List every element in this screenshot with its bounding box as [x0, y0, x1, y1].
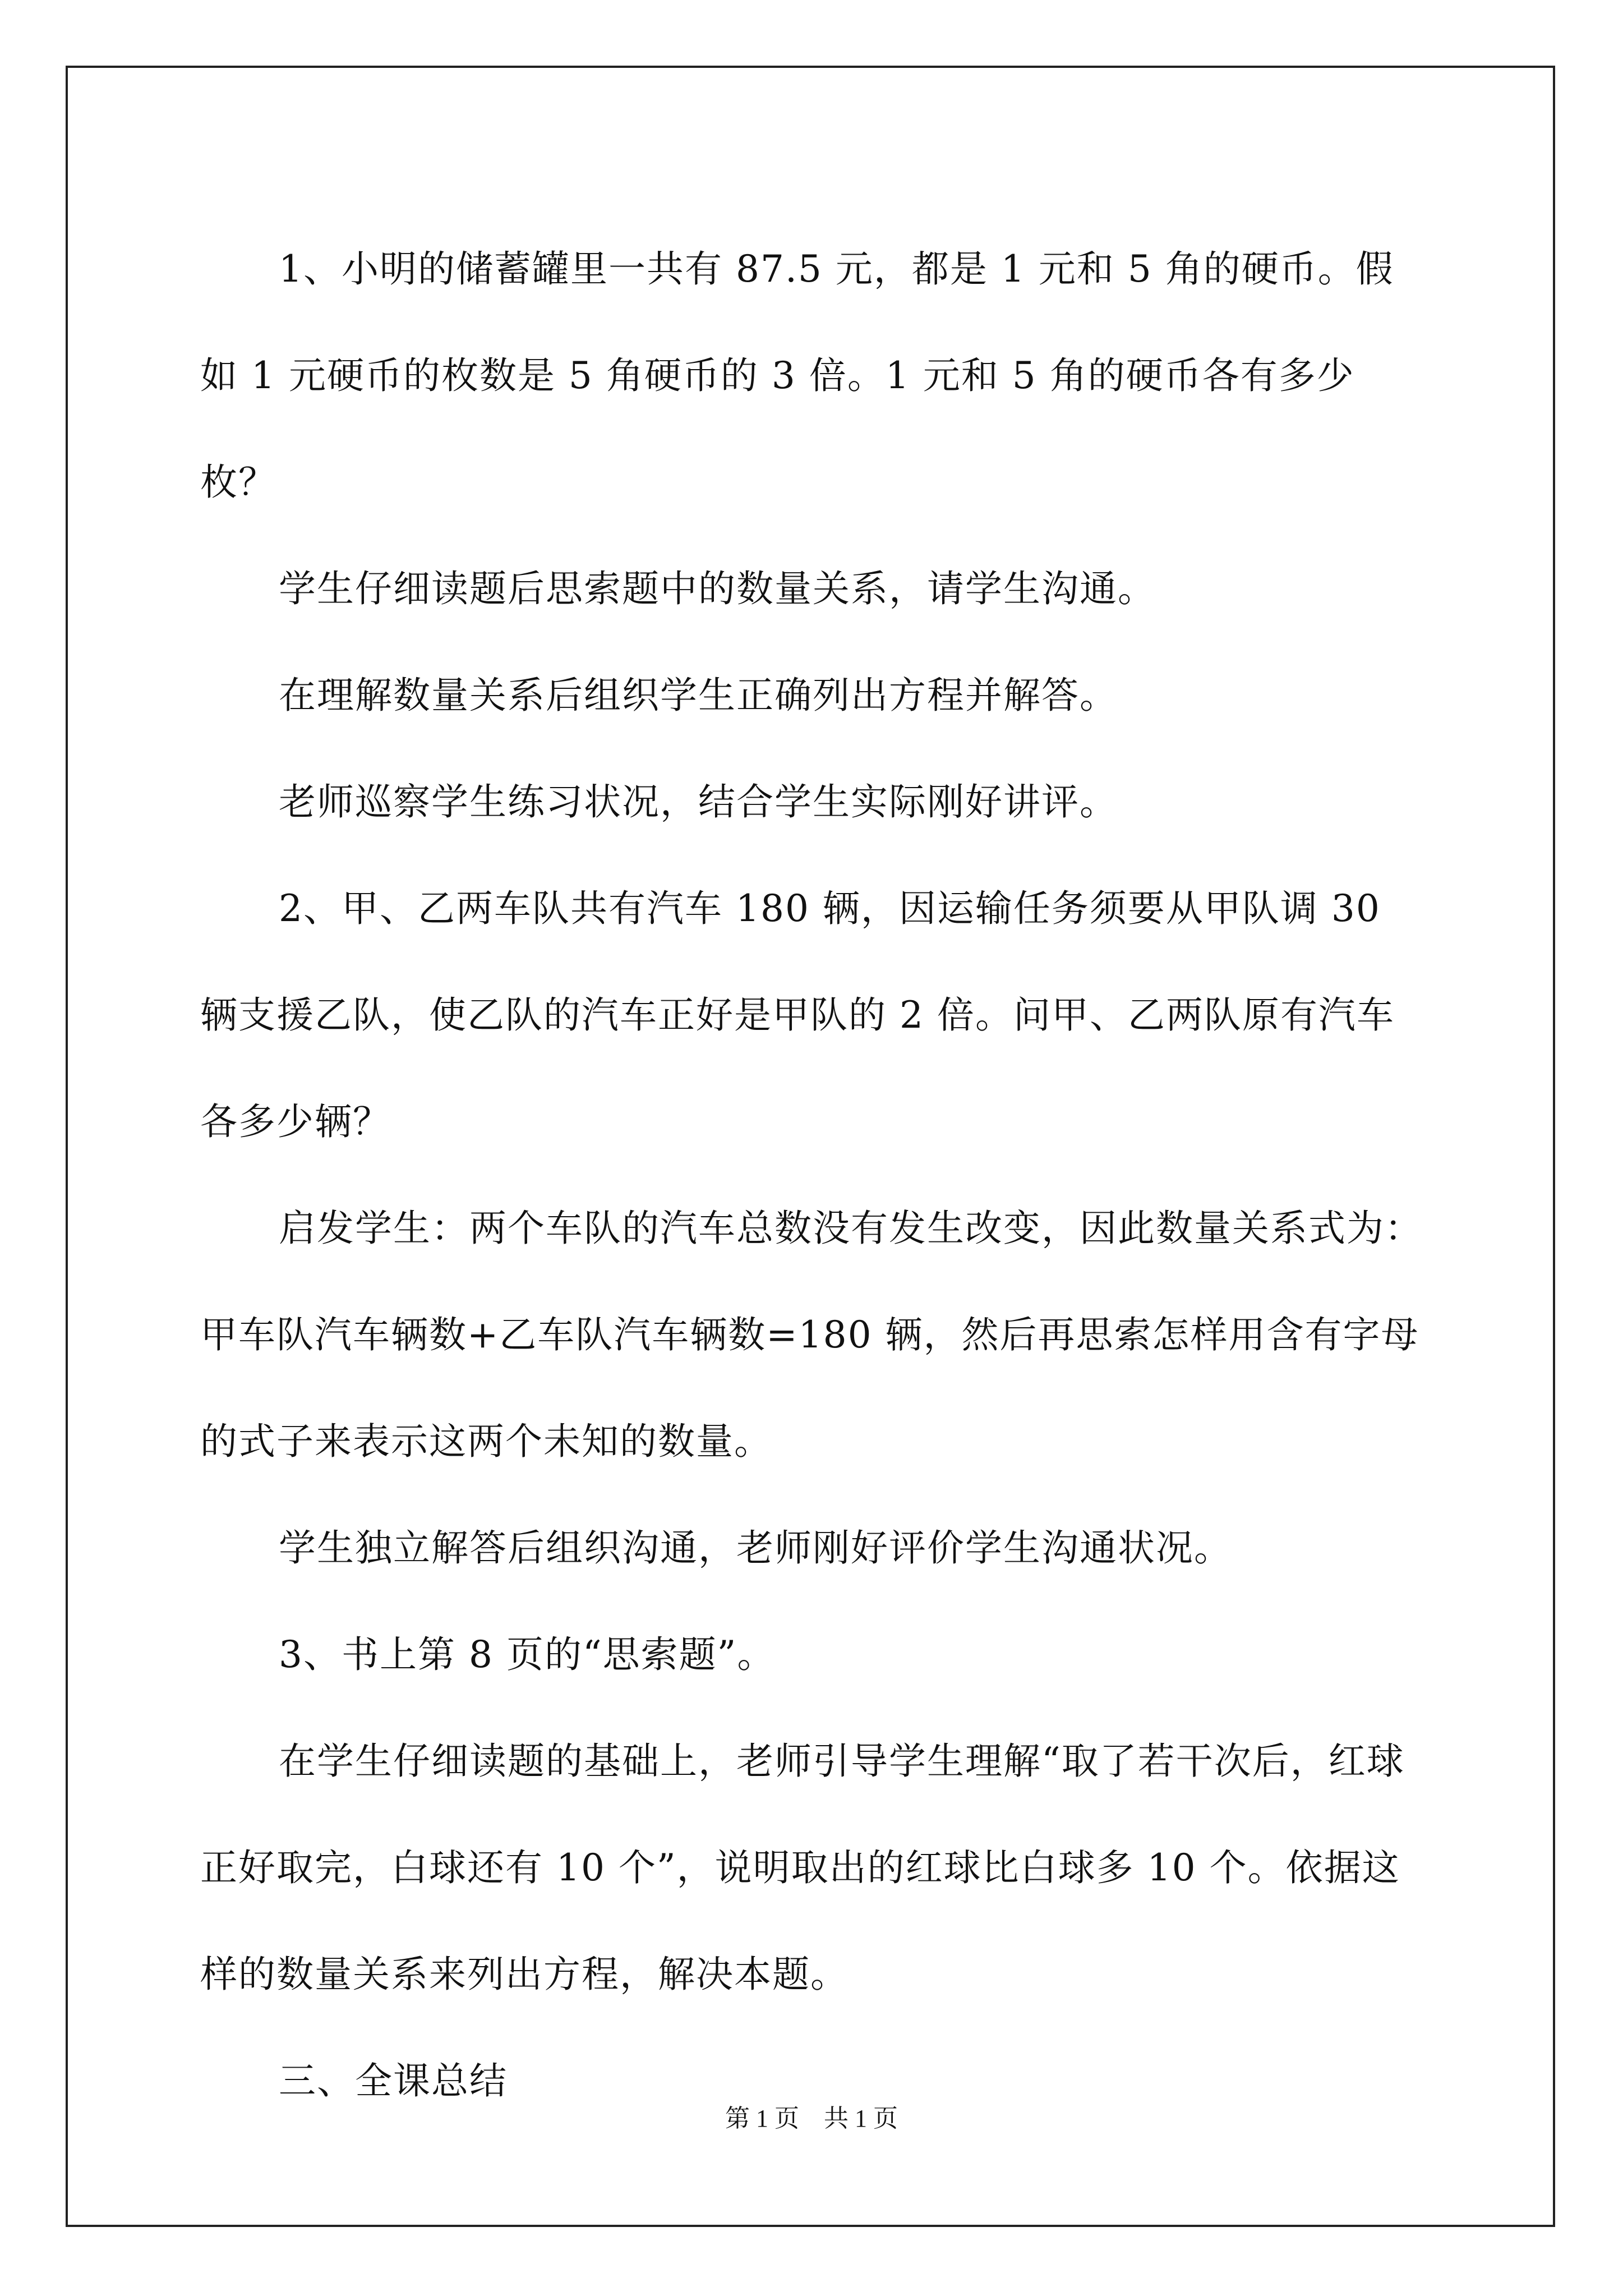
- paragraph-problem-2-step: 学生独立解答后组织沟通，老师刚好评价学生沟通状况。: [279, 1526, 1232, 1570]
- paragraph-problem-2: 2、甲、乙两车队共有汽车 180 辆，因运输任务须要从甲队调 30 辆支援乙队，使乙队的汽车正好是甲队的 2 倍。问甲、乙两队原有汽车各多少辆？: [200, 887, 1395, 1143]
- paragraph-problem-3-guide: 在学生仔细读题的基础上，老师引导学生理解“取了若干次后，红球正好取完，白球还有 10 个”，说明取出的红球比白球多 10 个。依据这样的数量关系来列出方程，解决本题。: [200, 1740, 1405, 1996]
- section-heading-summary: 三、全课总结: [279, 2059, 508, 2102]
- paragraph-problem-2-hint: 启发学生：两个车队的汽车总数没有发生改变，因此数量关系式为：甲车队汽车辆数+乙车队汽车辆数=180 辆，然后再思索怎样用含有字母的式子来表示这两个未知的数量。: [200, 1207, 1423, 1463]
- page-total: 共 1 页: [824, 2105, 898, 2132]
- page-number: 第 1 页: [725, 2105, 799, 2132]
- paragraph-problem-3: 3、书上第 8 页的“思索题”。: [279, 1633, 776, 1676]
- page-footer: [0, 2098, 1623, 2134]
- document-body: [200, 216, 1426, 2134]
- paragraph-problem-1: 1、小明的储蓄罐里一共有 87.5 元，都是 1 元和 5 角的硬币。假如 1 元硬币的枚数是 5 角硬币的 3 倍。1 元和 5 角的硬币各有多少枚？: [200, 247, 1394, 504]
- paragraph-problem-1-step-3: 老师巡察学生练习状况，结合学生实际刚好讲评。: [279, 780, 1118, 823]
- paragraph-problem-1-step-1: 学生仔细读题后思索题中的数量关系，请学生沟通。: [279, 567, 1156, 610]
- paragraph-problem-1-step-2: 在理解数量关系后组织学生正确列出方程并解答。: [279, 674, 1118, 717]
